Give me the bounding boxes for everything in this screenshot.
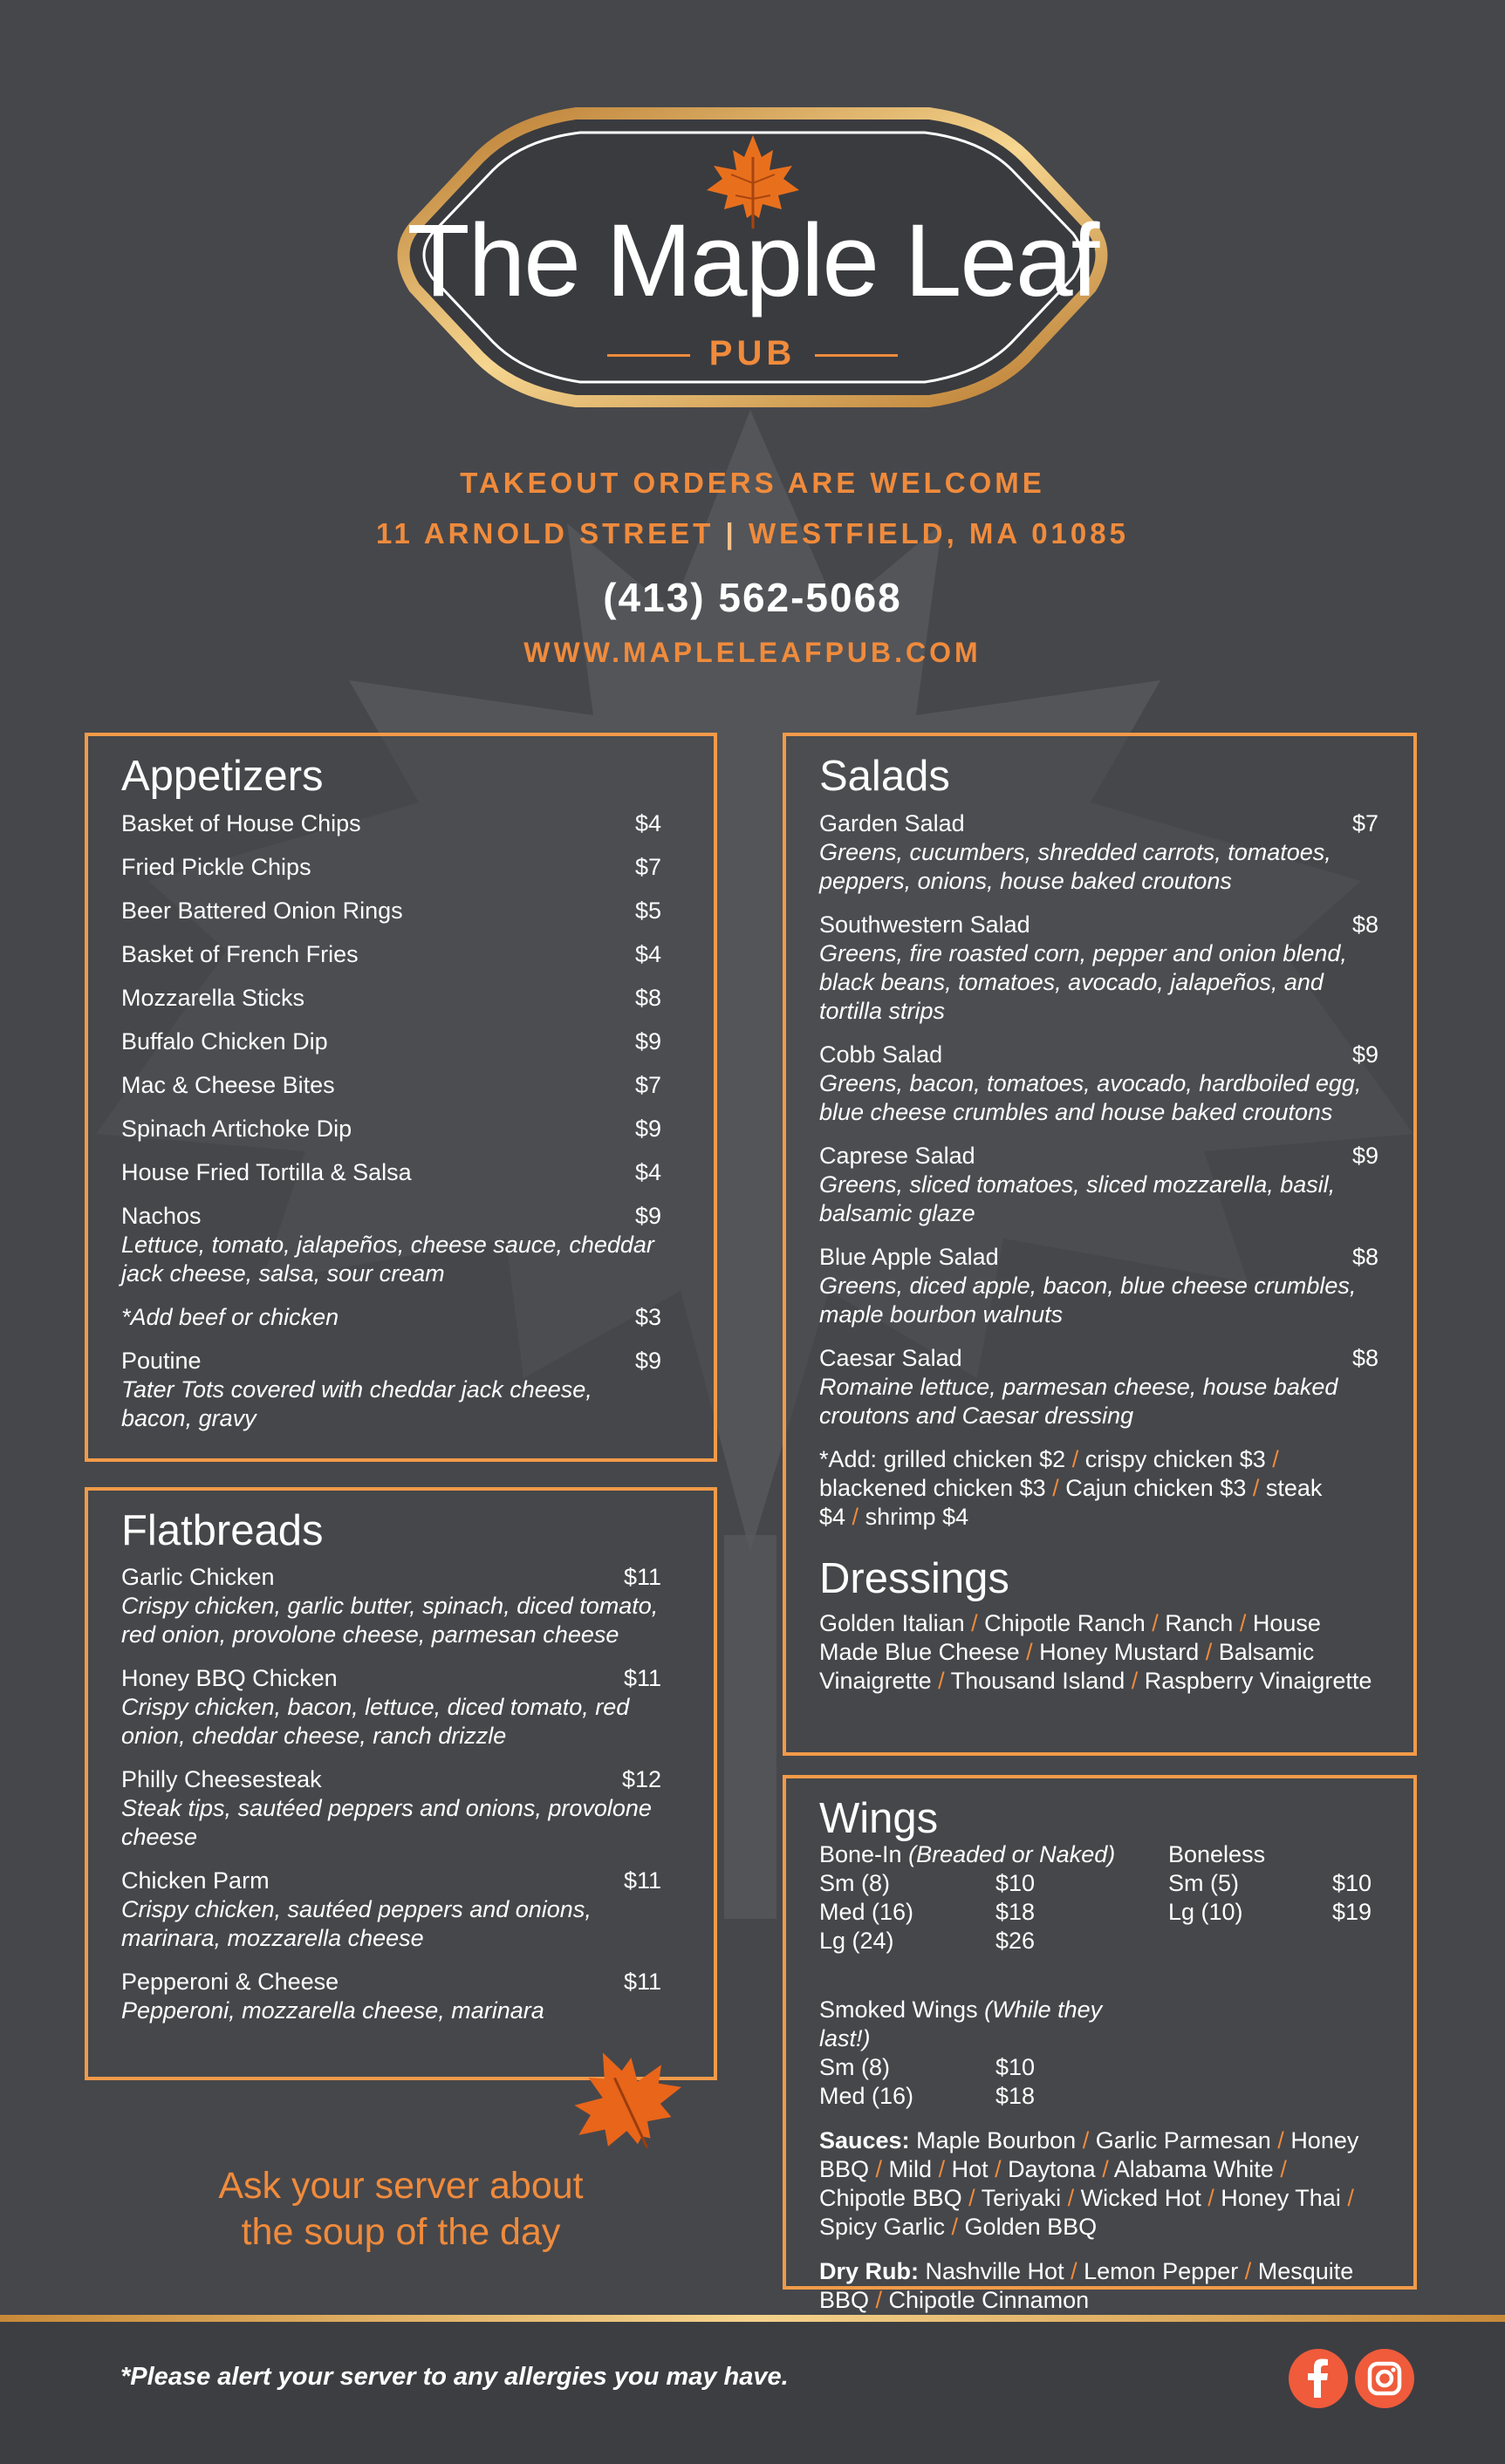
separator: / <box>964 1610 985 1636</box>
menu-item <box>819 1344 1378 1430</box>
item-price: $11 <box>623 1564 661 1590</box>
wing-price: $19 <box>1332 1899 1372 1925</box>
item-name: Cobb Salad <box>819 1041 943 1068</box>
menu-item <box>121 1027 661 1056</box>
allergy-note: *Please alert your server to any allergies you may have. <box>120 2363 789 2391</box>
separator: / <box>945 2214 965 2240</box>
separator: / <box>1095 2156 1114 2182</box>
sauces-list <box>819 2126 1387 2242</box>
soup-note <box>85 2163 717 2256</box>
brand-sub <box>384 334 1121 373</box>
item-description: Romaine lettuce, parmesan cheese, house baked croutons and Caesar dressing <box>819 1374 1338 1429</box>
menu-item <box>121 1071 661 1100</box>
item-name: Nachos <box>121 1203 202 1229</box>
separator: / <box>1064 2258 1084 2284</box>
bonein-label: Bone-In <box>819 1841 902 1867</box>
list-entry: grilled chicken $2 <box>883 1446 1066 1472</box>
list-entry: Chipotle Cinnamon <box>888 2287 1090 2313</box>
list-entry: Honey Thai <box>1221 2185 1341 2211</box>
website-link[interactable]: WWW.MAPLELEAFPUB.COM <box>523 637 982 668</box>
item-price: $8 <box>1351 1244 1378 1270</box>
item-price: $11 <box>623 1665 661 1691</box>
list-entry: Honey BBQ <box>819 2127 1359 2182</box>
item-price: $7 <box>1351 810 1378 836</box>
menu-item <box>121 1115 661 1143</box>
wing-size: Sm (8) <box>819 1870 890 1896</box>
flatbreads-list <box>121 1563 661 2025</box>
maple-leaf-accent-icon <box>558 2041 689 2154</box>
menu-item <box>121 1158 661 1187</box>
appetizers-section <box>85 733 717 1462</box>
salads-title: Salads <box>819 753 950 800</box>
item-price: $4 <box>634 1159 661 1185</box>
item-price: $7 <box>634 854 661 880</box>
smoked-heading <box>819 1996 1151 2053</box>
separator: / <box>1019 1639 1040 1665</box>
street-address: 11 ARNOLD STREET <box>376 517 715 549</box>
item-name: Garlic Chicken <box>121 1564 275 1590</box>
menu-item <box>121 940 661 969</box>
wing-size: Lg (10) <box>1168 1899 1243 1925</box>
salad-addons <box>819 1445 1378 1532</box>
item-name: *Add beef or chicken <box>121 1304 339 1330</box>
list-entry: Maple Bourbon <box>916 2127 1077 2153</box>
wing-price: $18 <box>995 1899 1036 1925</box>
menu-item <box>121 897 661 925</box>
item-description: Greens, sliced tomatoes, sliced mozzarella, basil, balsamic glaze <box>819 1171 1336 1226</box>
item-description: Steak tips, sautéed peppers and onions, provolone cheese <box>121 1795 652 1850</box>
item-price: $7 <box>634 1072 661 1098</box>
list-entry: Mild <box>888 2156 933 2182</box>
footer-divider <box>0 2315 1505 2322</box>
wing-size: Med (16) <box>819 1899 914 1925</box>
smoked-list <box>819 2053 1151 2111</box>
wings-title: Wings <box>819 1795 939 1842</box>
list-entry: shrimp $4 <box>865 1504 969 1530</box>
list-entry: Garlic Parmesan <box>1095 2127 1271 2153</box>
menu-item <box>819 1142 1378 1228</box>
footer <box>0 2322 1505 2464</box>
separator: / <box>1125 1668 1145 1694</box>
item-name: Philly Cheesesteak <box>121 1766 322 1792</box>
boneless-column <box>1168 1840 1391 1927</box>
takeout-note: TAKEOUT ORDERS ARE WELCOME <box>460 467 1045 499</box>
list-entry: Teriyaki <box>981 2185 1062 2211</box>
item-price: $11 <box>623 1867 661 1894</box>
item-description: Pepperoni, mozzarella cheese, marinara <box>121 1997 544 2024</box>
smoked-section <box>819 1996 1151 2111</box>
list-entry: Ranch <box>1165 1610 1234 1636</box>
item-name: Basket of French Fries <box>121 941 359 967</box>
wing-price: $10 <box>995 2054 1036 2080</box>
menu-item <box>121 1664 661 1751</box>
item-name: Spinach Artichoke Dip <box>121 1116 352 1142</box>
item-price: $5 <box>634 898 661 924</box>
separator: / <box>1270 2127 1291 2153</box>
wing-size: Sm (5) <box>1168 1870 1239 1896</box>
facebook-icon[interactable] <box>1289 2349 1348 2408</box>
wings-section <box>783 1775 1417 2313</box>
item-name: Basket of House Chips <box>121 810 361 836</box>
wing-price-row <box>819 1898 1151 1927</box>
item-price: $4 <box>634 810 661 836</box>
item-description: Lettuce, tomato, jalapeños, cheese sauce, cheddar jack cheese, salsa, sour cream <box>121 1232 654 1287</box>
menu-item <box>819 1243 1378 1329</box>
phone-number[interactable]: (413) 562-5068 <box>603 575 902 620</box>
separator: / <box>1145 1610 1166 1636</box>
item-price: $9 <box>634 1028 661 1055</box>
list-entry: Hot <box>951 2156 989 2182</box>
item-name: Buffalo Chicken Dip <box>121 1028 328 1055</box>
item-name: Caesar Salad <box>819 1345 962 1371</box>
list-entry: Honey Mustard <box>1039 1639 1200 1665</box>
list-entry: Wicked Hot <box>1080 2185 1201 2211</box>
menu-item <box>819 911 1378 1026</box>
item-price: $12 <box>621 1766 661 1792</box>
list-entry: Golden BBQ <box>964 2214 1098 2240</box>
list-entry: House Made Blue Cheese <box>819 1610 1321 1665</box>
list-entry: blackened chicken $3 <box>819 1475 1046 1501</box>
menu-item <box>121 1347 661 1433</box>
bonein-list <box>819 1869 1151 1956</box>
item-name: Fried Pickle Chips <box>121 854 311 880</box>
smoked-note: (While they last!) <box>819 1996 1103 2051</box>
wings-prices <box>819 1840 1387 1989</box>
soup-line-2: the soup of the day <box>241 2211 561 2253</box>
item-description: Greens, cucumbers, shredded carrots, tomatoes, peppers, onions, house baked croutons <box>819 839 1331 894</box>
separator: / <box>1065 1446 1085 1472</box>
item-name: Mac & Cheese Bites <box>121 1072 335 1098</box>
dryrub-list <box>819 2257 1387 2315</box>
item-description: Greens, fire roasted corn, pepper and onion blend, black beans, tomatoes, avocado, jalapeños, and tortilla strips <box>819 940 1347 1024</box>
item-description: Tater Tots covered with cheddar jack cheese, bacon, gravy <box>121 1376 592 1431</box>
separator: / <box>1273 2156 1287 2182</box>
list-entry: Golden Italian <box>819 1610 965 1636</box>
brand-sub-text: PUB <box>708 334 797 372</box>
appetizers-title: Appetizers <box>121 753 324 800</box>
item-price: $9 <box>1351 1041 1378 1068</box>
menu-item <box>121 809 661 838</box>
list-entry: Daytona <box>1008 2156 1096 2182</box>
salads-section <box>783 733 1417 1756</box>
soup-line-1: Ask your server about <box>218 2165 584 2207</box>
wing-price-row <box>1168 1898 1391 1927</box>
wing-price: $18 <box>995 2083 1036 2109</box>
smoked-label: Smoked Wings <box>819 1996 978 2023</box>
wing-price: $26 <box>995 1928 1036 1954</box>
list-entry: Mesquite BBQ <box>819 2258 1354 2313</box>
item-description: Crispy chicken, garlic butter, spinach, diced tomato, red onion, provolone cheese, parmesan cheese <box>121 1593 659 1648</box>
item-name: Garden Salad <box>819 810 965 836</box>
wing-price-row <box>819 1927 1151 1956</box>
separator: / <box>1246 1475 1266 1501</box>
wing-size: Med (16) <box>819 2083 914 2109</box>
address-line: 11 ARNOLD STREET | WESTFIELD, MA 01085 <box>376 517 1129 549</box>
list-entry: Cajun chicken $3 <box>1065 1475 1247 1501</box>
menu-item <box>121 1303 661 1332</box>
list-entry: Nashville Hot <box>925 2258 1064 2284</box>
item-name: Poutine <box>121 1348 202 1374</box>
item-price: $4 <box>634 941 661 967</box>
item-price: $9 <box>634 1116 661 1142</box>
item-price: $9 <box>1351 1143 1378 1169</box>
separator: / <box>869 2156 889 2182</box>
item-description: Greens, diced apple, bacon, blue cheese crumbles, maple bourbon walnuts <box>819 1273 1357 1328</box>
boneless-label: Boneless <box>1168 1841 1266 1867</box>
item-description: Crispy chicken, bacon, lettuce, diced tomato, red onion, cheddar cheese, ranch drizzle <box>121 1694 630 1749</box>
menu-item <box>121 1765 661 1852</box>
item-name: Chicken Parm <box>121 1867 270 1894</box>
separator: / <box>1340 2185 1354 2211</box>
menu-item <box>121 984 661 1013</box>
wing-price-row <box>819 2082 1151 2111</box>
separator: / <box>988 2156 1009 2182</box>
item-description: Greens, bacon, tomatoes, avocado, hardboiled egg, blue cheese crumbles and house baked croutons <box>819 1070 1362 1125</box>
item-price: $8 <box>634 985 661 1011</box>
list-entry: Chipotle Ranch <box>984 1610 1146 1636</box>
item-name: Blue Apple Salad <box>819 1244 999 1270</box>
separator: / <box>869 2287 889 2313</box>
separator: / <box>1076 2127 1096 2153</box>
boneless-list <box>1168 1869 1391 1927</box>
separator: / <box>1201 2185 1221 2211</box>
item-price: $11 <box>623 1969 661 1995</box>
brand-name: The Maple Leaf <box>407 203 1098 318</box>
wing-price: $10 <box>995 1870 1036 1896</box>
dressings-list <box>819 1609 1378 1696</box>
bonein-heading <box>819 1840 1151 1869</box>
menu-item <box>121 1968 661 2025</box>
list-entry: Thousand Island <box>950 1668 1125 1694</box>
flatbreads-title: Flatbreads <box>121 1507 324 1554</box>
separator: / <box>931 1668 951 1694</box>
separator: / <box>1045 1475 1066 1501</box>
list-entry: Alabama White <box>1113 2156 1274 2182</box>
list-entry: Lemon Pepper <box>1084 2258 1239 2284</box>
separator: / <box>961 2185 982 2211</box>
wing-price-row <box>1168 1869 1391 1898</box>
addons-prefix: *Add: <box>819 1446 884 1472</box>
instagram-icon[interactable] <box>1355 2349 1414 2408</box>
list-entry: steak $4 <box>819 1475 1323 1530</box>
dryrub-label: Dry Rub: <box>819 2258 919 2284</box>
menu-item <box>819 809 1378 896</box>
item-price: $8 <box>1351 1345 1378 1371</box>
item-price: $8 <box>1351 911 1378 938</box>
menu-item <box>121 1202 661 1288</box>
wing-size: Sm (8) <box>819 2054 890 2080</box>
list-entry: Chipotle BBQ <box>819 2185 962 2211</box>
sauces-label: Sauces: <box>819 2127 910 2153</box>
item-name: Southwestern Salad <box>819 911 1030 938</box>
menu-item <box>819 1041 1378 1127</box>
item-name: Honey BBQ Chicken <box>121 1665 338 1691</box>
list-entry: Raspberry Vinaigrette <box>1144 1668 1372 1694</box>
bonein-note: (Breaded or Naked) <box>908 1841 1116 1867</box>
item-name: Caprese Salad <box>819 1143 975 1169</box>
separator: / <box>1238 2258 1258 2284</box>
bonein-column <box>819 1840 1151 1956</box>
city-address: WESTFIELD, MA 01085 <box>748 517 1129 549</box>
wing-size: Lg (24) <box>819 1928 894 1954</box>
menu-item <box>121 853 661 882</box>
list-entry: Spicy Garlic <box>819 2214 946 2240</box>
item-name: Pepperoni & Cheese <box>121 1969 339 1995</box>
item-name: Mozzarella Sticks <box>121 985 305 1011</box>
appetizers-list <box>121 809 661 1433</box>
item-price: $9 <box>634 1203 661 1229</box>
separator: / <box>1265 1446 1279 1472</box>
separator: / <box>1233 1610 1253 1636</box>
wing-price-row <box>819 1869 1151 1898</box>
menu-item <box>121 1563 661 1649</box>
separator: / <box>1199 1639 1219 1665</box>
item-name: Beer Battered Onion Rings <box>121 898 403 924</box>
separator: / <box>845 1504 865 1530</box>
wing-price: $10 <box>1332 1870 1372 1896</box>
item-price: $3 <box>634 1304 661 1330</box>
dressings-title: Dressings <box>819 1555 1009 1602</box>
separator: / <box>932 2156 952 2182</box>
salads-list <box>819 809 1378 1430</box>
separator: / <box>1061 2185 1081 2211</box>
item-name: House Fried Tortilla & Salsa <box>121 1159 412 1185</box>
menu-item <box>121 1867 661 1953</box>
list-entry: crispy chicken $3 <box>1084 1446 1266 1472</box>
flatbreads-section <box>85 1487 717 2080</box>
item-description: Crispy chicken, sautéed peppers and onions, marinara, mozzarella cheese <box>121 1896 592 1951</box>
list-entry: Balsamic Vinaigrette <box>819 1639 1315 1694</box>
item-price: $9 <box>634 1348 661 1374</box>
wing-price-row <box>819 2053 1151 2082</box>
